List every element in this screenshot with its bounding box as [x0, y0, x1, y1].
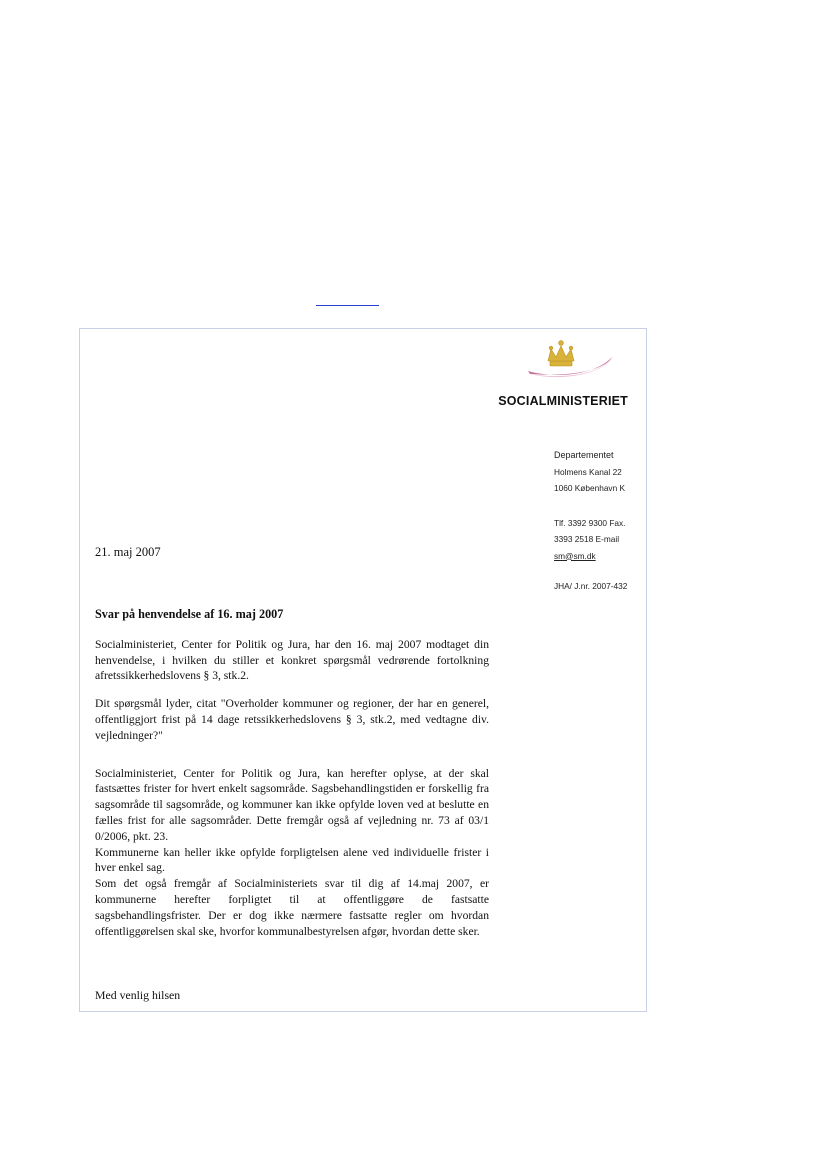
- sender-phone: Tlf. 3392 9300 Fax.: [554, 517, 626, 528]
- sender-info: [554, 447, 646, 595]
- ministry-name: SOCIALMINISTERIET: [498, 394, 628, 408]
- letter-date: 21. maj 2007: [95, 545, 161, 559]
- sender-email-link[interactable]: sm@sm.dk: [554, 550, 596, 561]
- crown-logo-icon: [526, 337, 616, 381]
- top-hyperlink-underline[interactable]: [316, 305, 379, 306]
- letter-closing: Med venlig hilsen: [95, 988, 181, 1002]
- letter-subject: Svar på henvendelse af 16. maj 2007: [95, 607, 284, 621]
- letter-page: [79, 328, 647, 1012]
- sender-fax: 3393 2518 E-mail: [554, 534, 620, 544]
- sender-department: Departementet: [554, 450, 614, 460]
- letter-paragraph: Socialministeriet, Center for Politik og Jura, kan herefter oplyse, at der skal fastsættes frister for hvert enkelt sagsområde. Sagsbehandlingstiden er forskellig fra sagsområde til sagsområde, og kommuner kan ikke opfylde loven ved at beslutte en fælles frist for alle sagsområder. Dette fremgår også af vejledning nr. 73 af 03/1 0/2006, pkt. 23.: [95, 766, 489, 843]
- sender-street: Holmens Kanal 22: [554, 466, 622, 477]
- letter-final-block: [95, 766, 489, 940]
- sender-reference: JHA/ J.nr. 2007-432: [554, 581, 628, 591]
- letter-body: [95, 607, 489, 939]
- letter-paragraph: Dit spørgsmål lyder, citat "Overholder kommuner og regioner, der har en generel, offentliggjort frist på 14 dage retssikkerhedslovens § 3, stk.2, med vedtagne div. vejledninger?": [95, 697, 489, 742]
- letter-paragraph: Som det også fremgår af Socialministeriets svar til dig af 14.maj 2007, er kommunerne herefter forpligtet til at offentliggøre de fastsatte sagsbehandlingsfrister. Der er dog ikke nærmere fastsatte regler om hvordan offentliggørelsen skal ske, hvorfor kommunalbestyrelsen afgør, hvordan dette sker.: [95, 877, 489, 938]
- letter-paragraph: Socialministeriet, Center for Politik og Jura, har den 16. maj 2007 modtaget din henvendelse, i hvilken du stiller et konkret spørgsmål vedrørende fortolkning afretssikkerhedslovens § 3, stk.2.: [95, 637, 489, 683]
- letter-paragraph: Kommunerne kan heller ikke opfylde forpligtelsen alene ved individuelle frister i hver enkel sag.: [95, 845, 489, 875]
- sender-city: 1060 København K: [554, 483, 626, 493]
